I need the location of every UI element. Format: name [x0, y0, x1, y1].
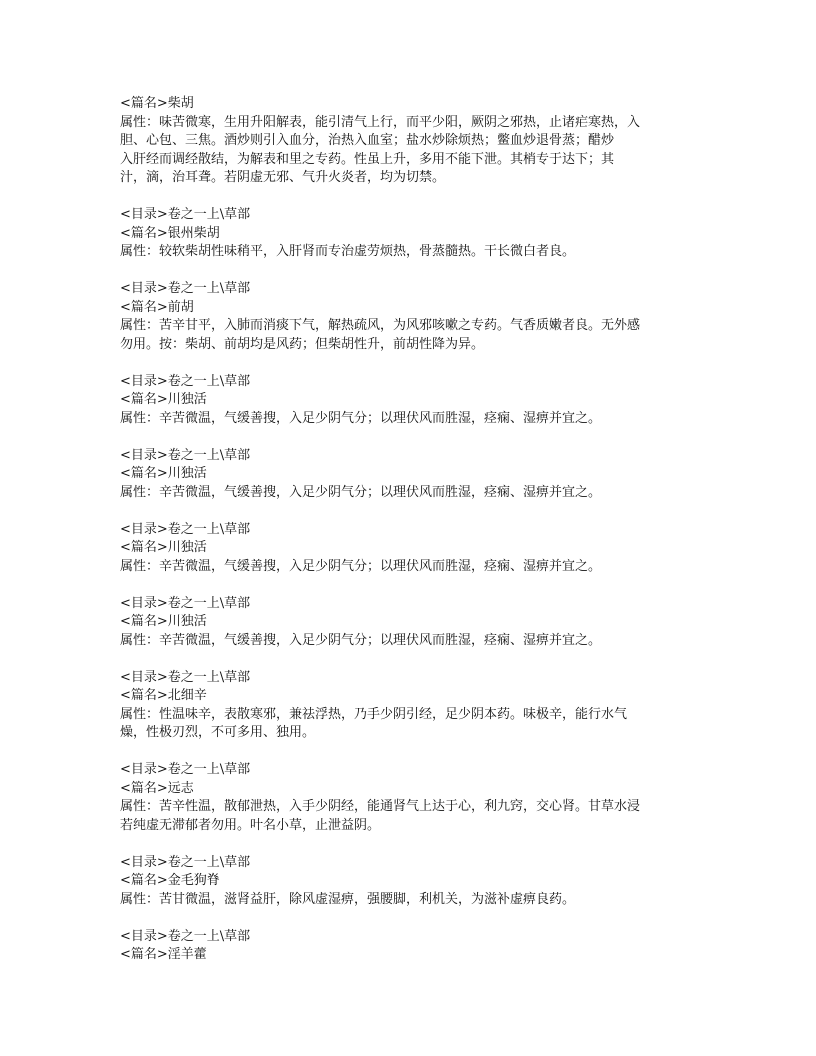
- entry-property-line: 属性：味苦微寒，生用升阳解表，能引清气上行，而平少阳，厥阴之邪热，止诸疟寒热，入: [120, 114, 641, 130]
- entry-title: <篇名>川独活: [120, 540, 207, 555]
- entry-title: <篇名>前胡: [120, 299, 194, 315]
- entry-property-line: 属性：较软柴胡性味稍平，入肝肾而专治虚劳烦热，骨蒸髓热。干长微白者良。: [120, 244, 576, 259]
- entry-catalog: <目录>卷之一上\草部: [120, 447, 251, 463]
- entry-catalog: <目录>卷之一上\草部: [120, 207, 251, 222]
- entry-property-line: 属性：苦辛性温，散郁泄热，入手少阴经，能通肾气上达于心，利九窍，交心肾。甘草水浸: [120, 799, 641, 814]
- entry-catalog: <目录>卷之一上\草部: [120, 669, 251, 685]
- entry-catalog: <目录>卷之一上\草部: [120, 928, 251, 944]
- entry-property-line: 汁，滴，治耳聋。若阴虚无邪、气升火炎者，均为切禁。: [120, 170, 446, 185]
- entry-qianhu: [120, 280, 700, 354]
- entry-property-line: 若纯虚无滞郁者勿用。叶名小草，止泄益阴。: [120, 817, 381, 833]
- entry-title: <篇名>北细辛: [120, 688, 207, 703]
- entry-property-line: 属性：辛苦微温，气缓善搜，入足少阴气分；以理伏风而胜湿，痉痫、湿痹并宜之。: [120, 558, 602, 574]
- entry-catalog: <目录>卷之一上\草部: [120, 281, 251, 296]
- entry-yinyanghuo: [120, 928, 700, 965]
- entry-title: <篇名>银州柴胡: [120, 225, 220, 241]
- entry-title: <篇名>金毛狗脊: [120, 873, 220, 888]
- entry-catalog: <目录>卷之一上\草部: [120, 373, 251, 389]
- entry-chuan-duhuo: [120, 521, 700, 577]
- entry-bei-xixin: [120, 669, 700, 743]
- entry-title: <篇名>川独活: [120, 614, 207, 629]
- entry-catalog: <目录>卷之一上\草部: [120, 854, 251, 870]
- entry-title: <篇名>柴胡: [120, 96, 194, 111]
- entry-chuan-duhuo: [120, 447, 700, 503]
- entry-yinzhou-chaihu: [120, 206, 700, 262]
- entry-property-line: 属性：性温味辛，表散寒邪，兼祛浮热，乃手少阴引经，足少阴本药。味极辛，能行水气: [120, 706, 628, 722]
- entry-catalog: <目录>卷之一上\草部: [120, 595, 251, 611]
- entry-property-line: 入肝经而调经散结，为解表和里之专药。性虽上升，多用不能下泄。其梢专于达下；其: [120, 151, 615, 167]
- entry-property-line: 属性：苦辛甘平，入肺而消痰下气，解热疏风，为风邪咳嗽之专药。气香质嫩者良。无外感: [120, 318, 641, 333]
- entry-property-line: 属性：苦甘微温，滋肾益肝，除风虚湿痹，强腰脚，利机关，为滋补虚痹良药。: [120, 891, 576, 907]
- entry-chuan-duhuo: [120, 373, 700, 429]
- entry-property-line: 胆、心包、三焦。酒炒则引入血分，治热入血室；盐水炒除烦热；鳖血炒退骨蒸；醋炒: [120, 133, 615, 148]
- entry-chuan-duhuo: [120, 595, 700, 651]
- entry-title: <篇名>淫羊藿: [120, 947, 207, 962]
- entry-property-line: 燥，性极刃烈，不可多用、独用。: [120, 725, 316, 740]
- entry-property-line: 属性：辛苦微温，气缓善搜，入足少阴气分；以理伏风而胜湿，痉痫、湿痹并宜之。: [120, 632, 602, 648]
- entry-catalog: <目录>卷之一上\草部: [120, 762, 251, 777]
- document-page: [120, 95, 700, 983]
- entry-catalog: <目录>卷之一上\草部: [120, 521, 251, 537]
- entry-title: <篇名>川独活: [120, 392, 207, 407]
- entry-property-line: 勿用。按：柴胡、前胡均是风药；但柴胡性升，前胡性降为异。: [120, 336, 485, 352]
- entry-property-line: 属性：辛苦微温，气缓善搜，入足少阴气分；以理伏风而胜湿，痉痫、湿痹并宜之。: [120, 484, 602, 500]
- entry-yuanzhi: [120, 761, 700, 835]
- entry-title: <篇名>川独活: [120, 466, 207, 481]
- entry-jinmao-gouji: [120, 854, 700, 910]
- entry-title: <篇名>远志: [120, 780, 194, 796]
- entry-property-line: 属性：辛苦微温，气缓善搜，入足少阴气分；以理伏风而胜湿，痉痫、湿痹并宜之。: [120, 410, 602, 426]
- entry-chaihu: [120, 95, 700, 188]
